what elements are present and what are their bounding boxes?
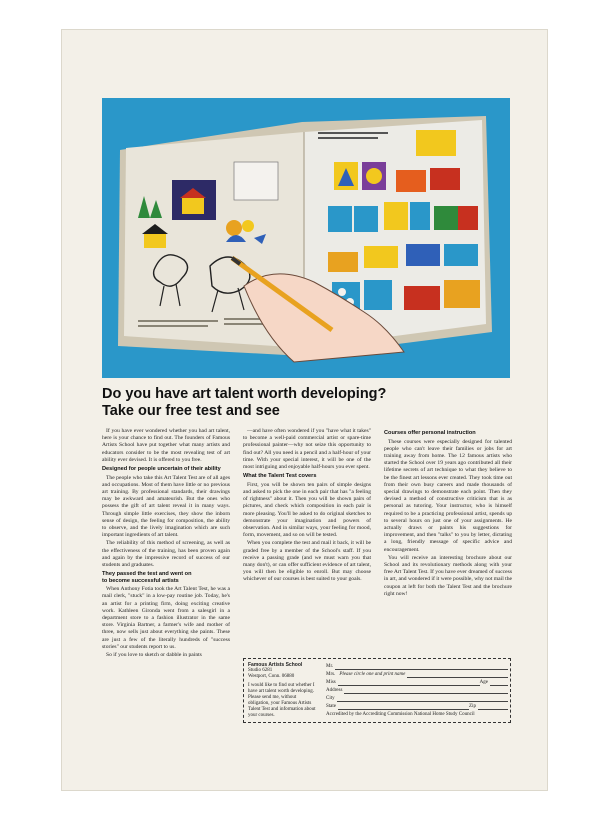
column-2	[243, 428, 371, 585]
miss-label: Miss	[326, 680, 336, 685]
city-field[interactable]	[326, 694, 508, 702]
paragraph: When Anthony Fotia took the Art Talent Test, he was a mail clerk, "stuck" in a low-pay routine job. Today, he's an artist for a printing firm, doing exciting creative work. Kathleen Gironda went from a salesgirl in a department store to a fashion illustrator in the same store. Virginia Bartner, a farmer's wife and mother of three, now sells just about everything she paints. These are just a few of the literally hundreds of "success stories" our students report to us.	[102, 586, 230, 650]
age-line	[490, 679, 508, 686]
city-label: City	[326, 696, 335, 701]
subheading: Designed for people uncertain of their ability	[102, 466, 221, 473]
subheading-line-1: They passed the test and went on	[102, 571, 192, 578]
subheading: What the Talent Test covers	[243, 473, 317, 480]
paragraph: You will receive an interesting brochure about our School and its revolutionary methods along with your free Art Talent Test. If you have ever dreamed of success in art, and wondered if it were possible, why not mail the coupon at left for both the Talent Test and the brochure right now!	[384, 554, 512, 597]
age-label: Age	[479, 680, 488, 685]
coupon-form	[326, 662, 508, 718]
headline-line-1: Do you have art talent worth developing?	[102, 386, 387, 402]
column-1	[102, 428, 230, 660]
name-line	[338, 679, 480, 686]
coupon-address: Westport, Conn. 06880	[248, 674, 295, 679]
paragraph: These courses were especially designed for talented people who can't leave their families or jobs for art training away from home. The 12 famous artists who started the School over 19 years ago contributed all their lifetime secrets of art technique to what they believe to be the finest art lessons ever created. They took time out from their own busy careers and made thousands of special drawings to demonstrate each point. Then they devised a method of constructive criticism that is as personal as tutoring. Your instructor, who is himself required to be a practicing professional artist, spends up to several hours on just one of your assignments. He actually draws or paints his suggestions for improvement, and then "talks" to you by letter, dictating a long, friendly message of specific advice and encouragement.	[384, 438, 512, 553]
name-field-3[interactable]	[326, 678, 508, 686]
paragraph: The people who take this Art Talent Test are of all ages and occupations. Most of them have little or no previous art training. By professional standards, their drawings may be awkward and amateurish. But the ones who possess the gift of art talent reveal it in many ways. Through simple little exercises, they show the inborn sense of design, the feeling for composition, the ability to observe, and the lively imagination which are such important ingredients of art talent.	[102, 474, 230, 539]
paragraph: —and have often wondered if you "have what it takes" to become a well-paid commercial artist or spare-time professional painter—why not seize this opportunity to find out? All you need is a pencil and a half-hour of your time. With your special interest, it will be one of the most intriguing and enjoyable half-hours you ever spent.	[243, 428, 371, 471]
address-field[interactable]	[326, 686, 508, 694]
headline	[102, 386, 522, 420]
mail-in-coupon[interactable]	[243, 658, 511, 723]
city-line	[337, 695, 508, 702]
paragraph: If you have ever wondered whether you had art talent, here is your chance to find out. The founders of Famous Artists School have put together what many artists and educators consider to be the most revealing test of art ability ever devised. It is offered to you free.	[102, 428, 230, 463]
paragraph: The reliability of this method of screening, as well as the effectiveness of the training, has been proven again and again by the impressive record of success of our students and graduates.	[102, 540, 230, 568]
paragraph: So if you love to sketch or dabble in paints	[106, 651, 202, 658]
coupon-studio: Studio 6281	[248, 668, 273, 673]
zip-label: Zip	[469, 704, 476, 709]
coupon-school-name: Famous Artists School	[248, 662, 303, 668]
subheading-line-2: to become successful artists	[102, 577, 179, 584]
name-field[interactable]	[326, 662, 508, 670]
address-line	[344, 687, 508, 694]
name-line	[335, 663, 508, 670]
mrs-label: Mrs.	[326, 672, 336, 677]
name-field-2[interactable]	[326, 670, 508, 678]
state-label: State	[326, 704, 336, 709]
subheading	[102, 571, 230, 584]
name-hint: Please circle one and print name	[339, 672, 406, 677]
hero-illustration	[102, 98, 510, 378]
headline-line-2: Take our free test and see	[102, 403, 280, 419]
open-workbook-illustration	[114, 110, 496, 368]
accreditation-note: Accredited by the Accrediting Commission National Home Study Council	[326, 712, 475, 717]
state-line	[338, 703, 469, 710]
magazine-page	[62, 30, 547, 790]
mr-label: Mr.	[326, 664, 334, 669]
paragraph: First, you will be shown ten pairs of simple designs and asked to pick the one in each pair that has "a feeling of rightness" about it. Then you will be shown pairs of pictures, and check which composition in each pair is more pleasing. You'll be asked to do original sketches to demonstrate your imagination and powers of observation. And in similar ways, your feeling for mood, form, movement, and so on will be tested.	[243, 481, 371, 539]
address-label: Address	[326, 688, 343, 693]
paragraph: When you complete the test and mail it back, it will be graded free by a member of the School's staff. If you receive a passing grade (and we must warn you that many don't), or can offer sufficient evidence of art talent, you will then be eligible to enroll. But may choose whichever of our courses is best suited to your goals.	[243, 540, 371, 583]
zip-line	[478, 703, 508, 710]
article-columns	[102, 428, 512, 778]
coupon-address-block	[248, 662, 318, 719]
column-3	[384, 428, 512, 599]
subheading: Courses offer personal instruction	[384, 430, 476, 436]
coupon-request-text: I would like to find out whether I have art talent worth developing. Please send me, without obligation, your Famous Artists Talent Test and information about your courses.	[248, 683, 316, 718]
state-zip-field[interactable]	[326, 702, 508, 710]
name-line	[407, 671, 508, 678]
